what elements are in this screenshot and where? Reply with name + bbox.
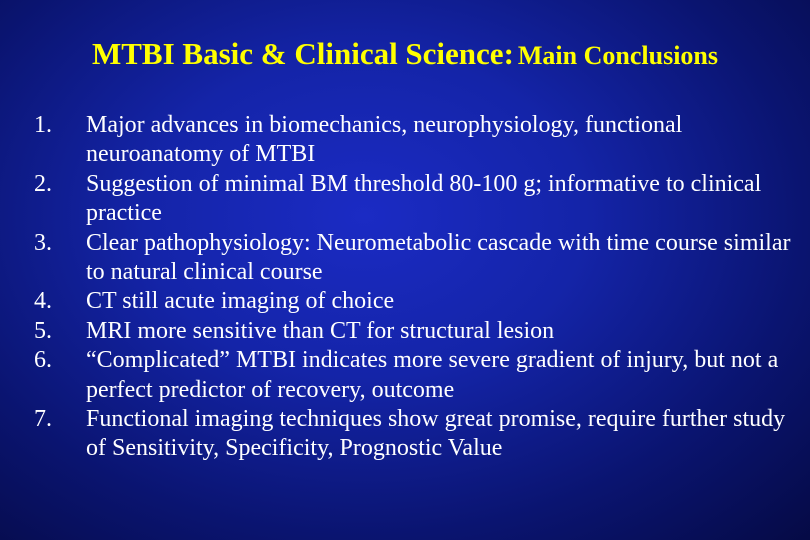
item-number: 1. (34, 112, 52, 138)
list-item (34, 170, 794, 229)
list-item (34, 229, 794, 288)
list-item (34, 317, 794, 346)
title-sub: Main Conclusions (517, 41, 718, 70)
item-number: 7. (34, 406, 52, 433)
item-text: “Complicated” MTBI indicates more severe gradient of injury, but not a perfect predictor of recovery, outcome (86, 347, 779, 403)
item-number: 2. (34, 170, 52, 197)
item-number: 3. (34, 229, 52, 256)
item-number: 5. (34, 317, 52, 344)
item-text: Functional imaging techniques show great promise, require further study of Sensitivity, Specificity, Prognostic Value (86, 406, 786, 462)
list-item (34, 111, 794, 170)
item-number: 6. (34, 347, 52, 374)
conclusions-list (34, 111, 794, 464)
item-text: Major advances in biomechanics, neurophysiology, functional neuroanatomy of MTBI (86, 112, 683, 168)
item-text: MRI more sensitive than CT for structural lesion (86, 317, 555, 344)
title-main: MTBI Basic & Clinical Science: (91, 36, 514, 71)
item-text: Clear pathophysiology: Neurometabolic cascade with time course similar to natural clinical course (86, 229, 791, 286)
item-number: 4. (34, 288, 52, 315)
list-item (34, 346, 794, 405)
list-item (34, 405, 794, 464)
item-text: Suggestion of minimal BM threshold 80-100 g; informative to clinical practice (86, 170, 762, 227)
item-text: CT still acute imaging of choice (86, 288, 395, 315)
list-item (34, 287, 794, 316)
slide-title (0, 36, 810, 72)
